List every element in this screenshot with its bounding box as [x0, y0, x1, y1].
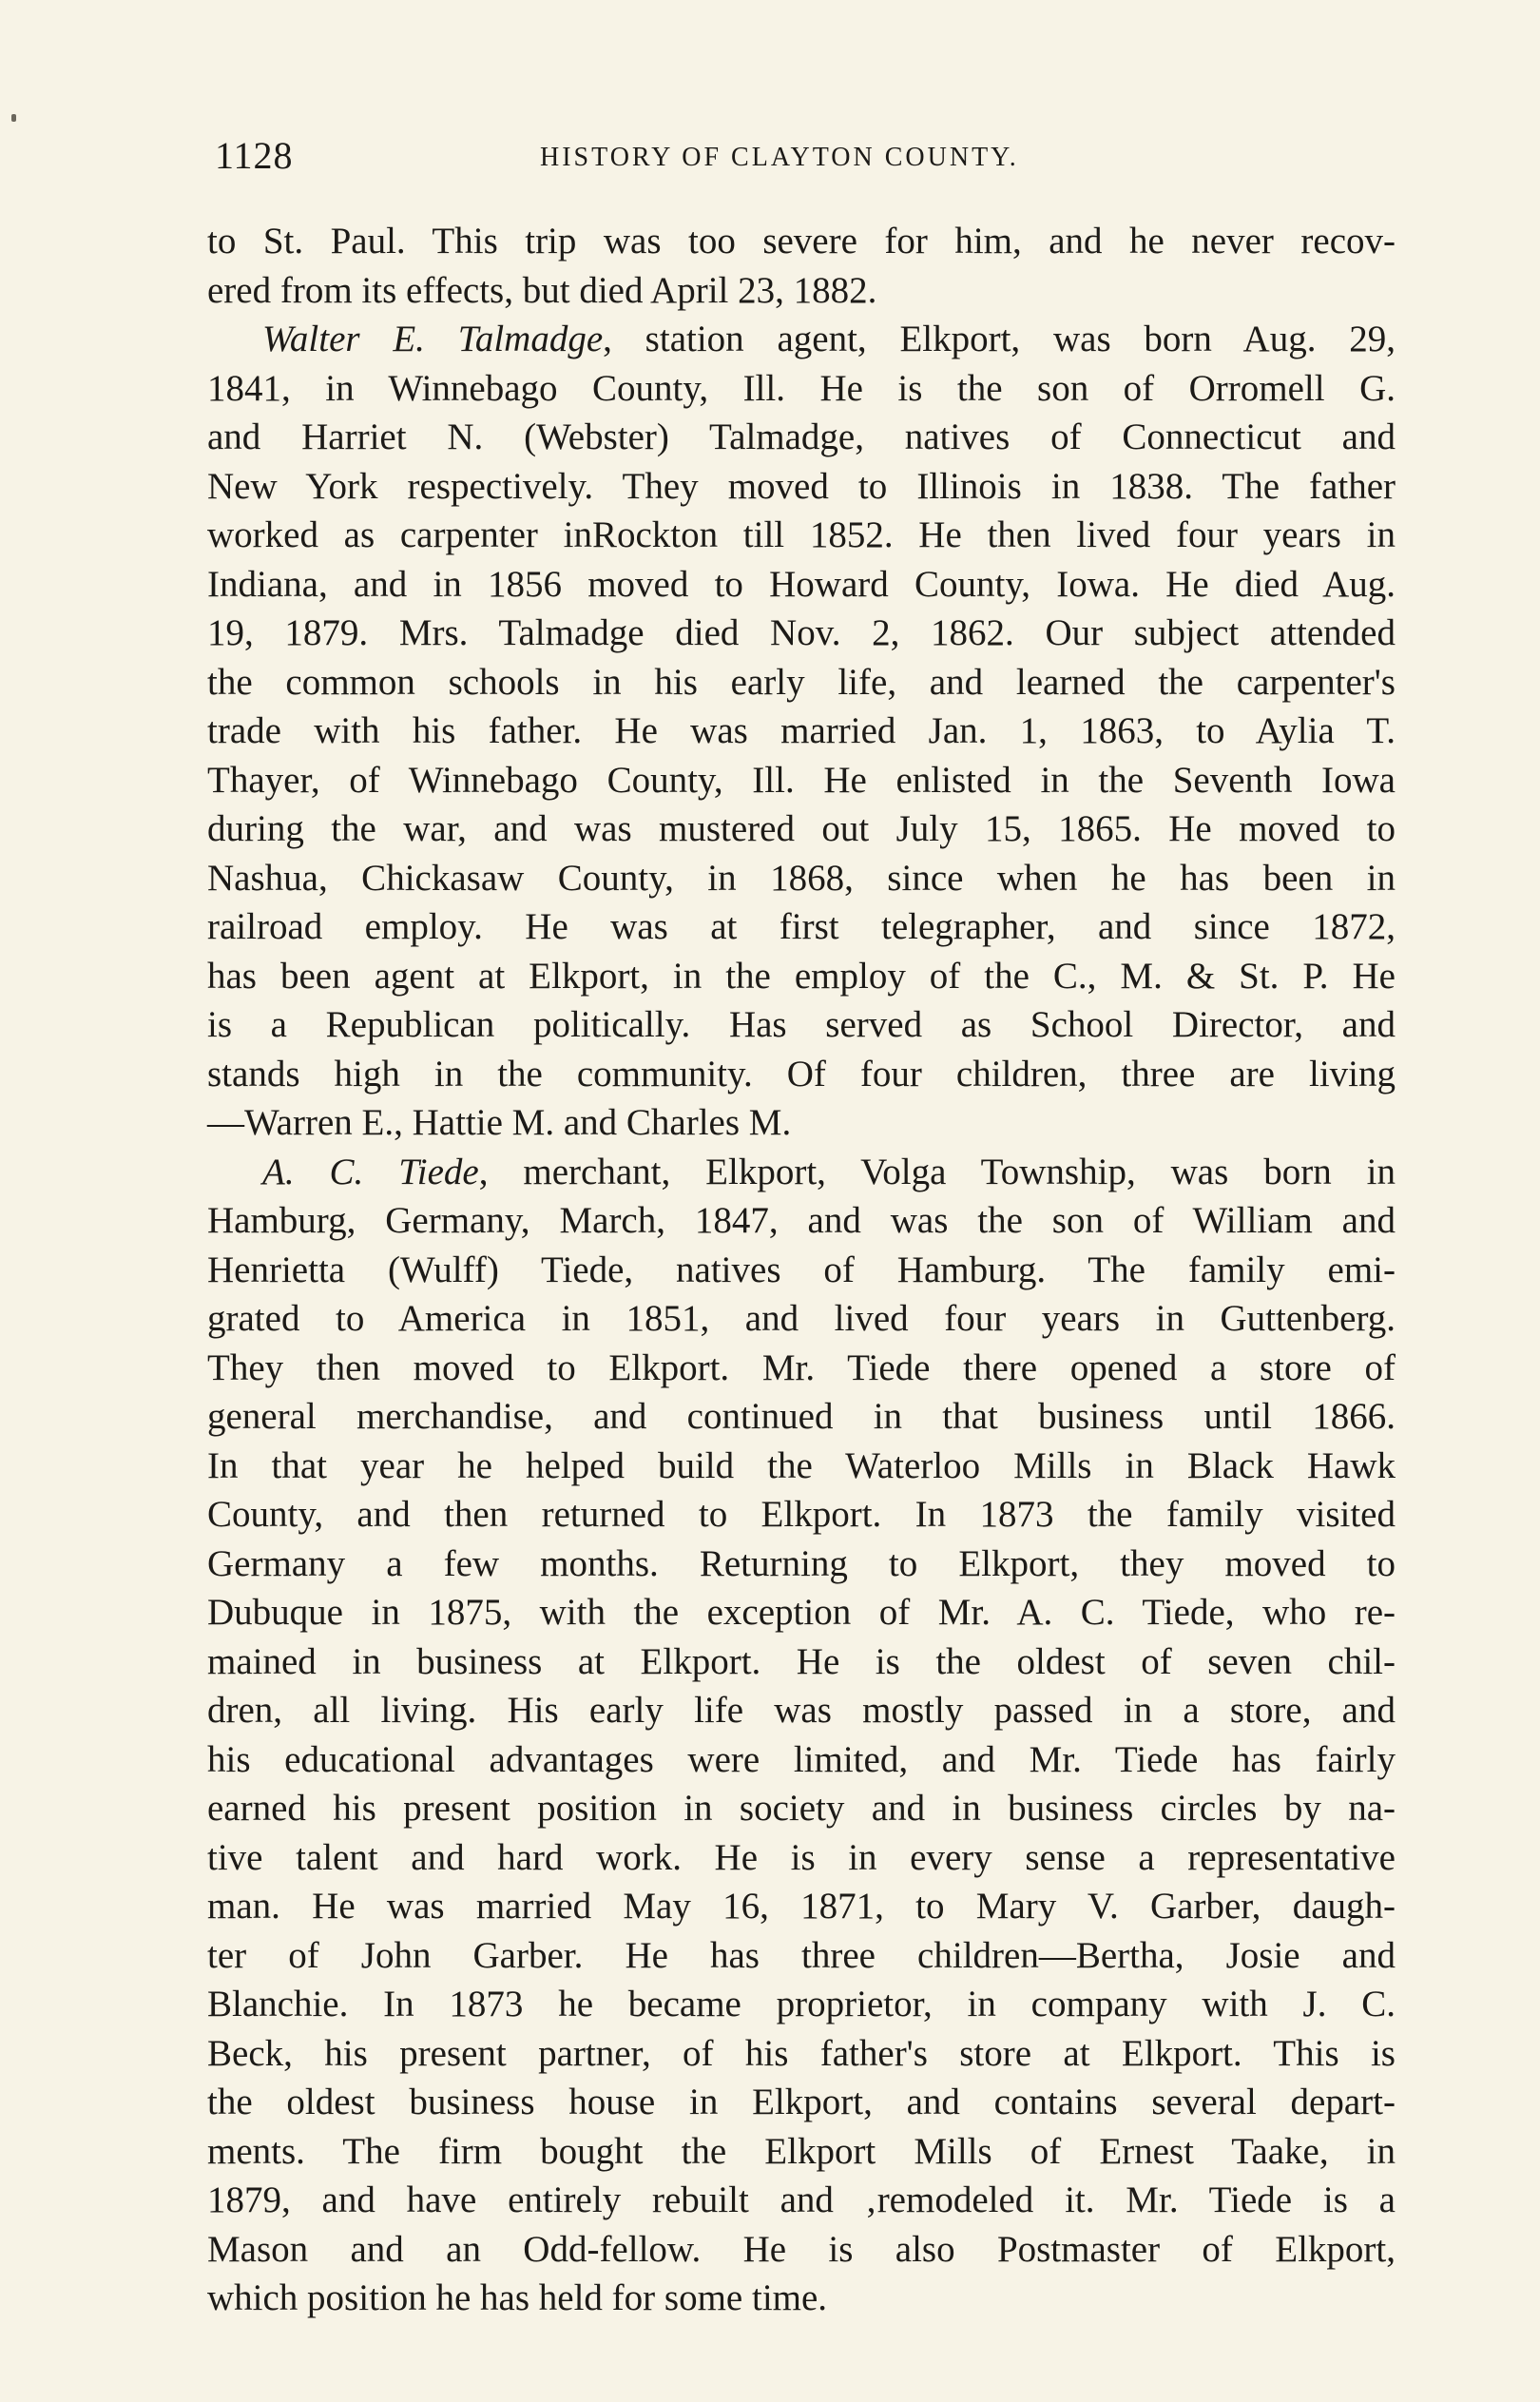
- text-line: has been agent at Elkport, in the employ of the C., M. & St. P. He: [207, 955, 1396, 997]
- text-line: A. C. Tiede, merchant, Elkport, Volga Township, was born in: [262, 1151, 1396, 1192]
- text-line: man. He was married May 16, 1871, to Mary V. Garber, daugh-: [207, 1886, 1396, 1927]
- text-line: Henrietta (Wulff) Tiede, natives of Hamburg. The family emi-: [207, 1249, 1396, 1290]
- text-line: 1879, and have entirely rebuilt and ‚remodeled it. Mr. Tiede is a: [207, 2179, 1396, 2220]
- text-line: Dubuque in 1875, with the exception of Mr. A. C. Tiede, who re-: [207, 1592, 1396, 1633]
- text-line: Blanchie. In 1873 he became proprietor, in company with J. C.: [207, 1984, 1396, 2024]
- text-line: 19, 1879. Mrs. Talmadge died Nov. 2, 1862. Our subject attended: [207, 612, 1396, 653]
- text-line: Walter E. Talmadge, station agent, Elkport, was born Aug. 29,: [262, 319, 1396, 359]
- text-line: and Harriet N. (Webster) Talmadge, natives of Connecticut and: [207, 416, 1396, 457]
- text-line: County, and then returned to Elkport. In 1873 the family visited: [207, 1494, 1396, 1535]
- text-line: worked as carpenter inRockton till 1852. He then lived four years in: [207, 514, 1396, 555]
- text-line: the common schools in his early life, and learned the carpenter's: [207, 661, 1396, 703]
- text-line: Germany a few months. Returning to Elkport, they moved to: [207, 1542, 1396, 1584]
- body-text: [207, 217, 1396, 2323]
- text-line: Mason and an Odd-fellow. He is also Postmaster of Elkport,: [207, 2228, 1396, 2270]
- page-header: [207, 133, 1405, 190]
- text-line: grated to America in 1851, and lived four years in Guttenberg.: [207, 1298, 1396, 1339]
- text-line: Thayer, of Winnebago County, Ill. He enlisted in the Seventh Iowa: [207, 759, 1396, 801]
- text-line: In that year he helped build the Waterloo Mills in Black Hawk: [207, 1444, 1396, 1486]
- text-line: during the war, and was mustered out July 15, 1865. He moved to: [207, 808, 1396, 849]
- biography-subject-name: Walter E. Talmadge: [262, 319, 604, 359]
- text-line: to St. Paul. This trip was too severe for him, and he never recov-: [207, 221, 1396, 262]
- text-line: trade with his father. He was married Jan. 1, 1863, to Aylia T.: [207, 710, 1396, 751]
- text-line: Indiana, and in 1856 moved to Howard County, Iowa. He died Aug.: [207, 563, 1396, 605]
- text-line: the oldest business house in Elkport, and contains several depart-: [207, 2082, 1396, 2122]
- stray-ink-mark: [11, 114, 16, 122]
- text-line: is a Republican politically. Has served as School Director, and: [207, 1004, 1396, 1045]
- text-line: general merchandise, and continued in that business until 1866.: [207, 1396, 1396, 1437]
- text-line: ments. The firm bought the Elkport Mills of Ernest Taake, in: [207, 2130, 1396, 2172]
- text-line: 1841, in Winnebago County, Ill. He is the son of Orromell G.: [207, 367, 1396, 409]
- text-line: railroad employ. He was at first telegrapher, and since 1872,: [207, 906, 1396, 947]
- text-line: dren, all living. His early life was mostly passed in a store, and: [207, 1690, 1396, 1731]
- text-line: They then moved to Elkport. Mr. Tiede there opened a store of: [207, 1346, 1396, 1388]
- text-line: earned his present position in society and in business circles by na-: [207, 1788, 1396, 1829]
- text-line: New York respectively. They moved to Illinois in 1838. The father: [207, 465, 1396, 507]
- text-line: his educational advantages were limited, and Mr. Tiede has fairly: [207, 1738, 1396, 1780]
- page-number: 1128: [215, 134, 294, 177]
- text-line: mained in business at Elkport. He is the oldest of seven chil-: [207, 1640, 1396, 1682]
- text-line: which position he has held for some time.: [207, 2277, 828, 2318]
- text-line: —Warren E., Hattie M. and Charles M.: [207, 1102, 792, 1143]
- text-line: Hamburg, Germany, March, 1847, and was the son of William and: [207, 1200, 1396, 1241]
- text-line: stands high in the community. Of four children, three are living: [207, 1053, 1396, 1094]
- text-line: Nashua, Chickasaw County, in 1868, since when he has been in: [207, 857, 1396, 899]
- text-line: ter of John Garber. He has three children—Bertha, Josie and: [207, 1934, 1396, 1976]
- biography-subject-name: A. C. Tiede: [262, 1151, 479, 1192]
- running-title: HISTORY OF CLAYTON COUNTY.: [540, 143, 1019, 172]
- text-line: tive talent and hard work. He is in every sense a representative: [207, 1836, 1396, 1878]
- text-line: ered from its effects, but died April 23, 1882.: [207, 269, 877, 311]
- text-line: Beck, his present partner, of his father's store at Elkport. This is: [207, 2032, 1396, 2074]
